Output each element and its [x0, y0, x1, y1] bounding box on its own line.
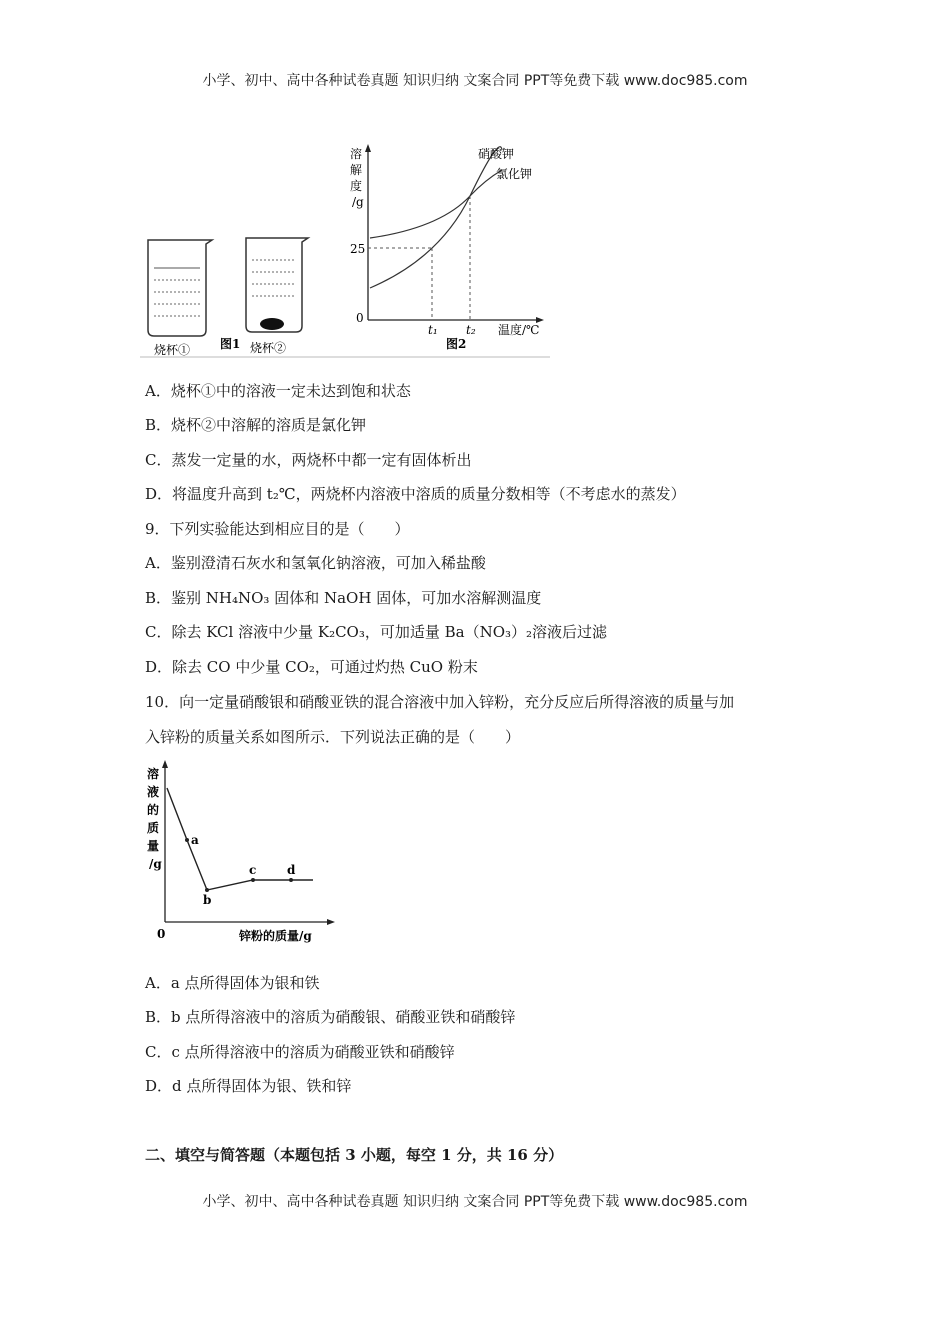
- q8-option-b: B．烧杯②中溶解的溶质是氯化钾: [145, 416, 367, 434]
- beaker-1-label: 烧杯①: [154, 343, 191, 357]
- zinc-ylabel-6: /g: [149, 857, 162, 871]
- graph2-ylabel-4: /g: [352, 195, 364, 209]
- q10-option-d: D．d 点所得固体为银、铁和锌: [145, 1077, 352, 1095]
- zinc-xlabel: 锌粉的质量/g: [239, 929, 312, 943]
- q10-option-b: B．b 点所得溶液中的溶质为硝酸银、硝酸亚铁和硝酸锌: [145, 1008, 516, 1026]
- q8-option-c: C．蒸发一定量的水，两烧杯中都一定有固体析出: [145, 451, 472, 469]
- graph2-ytick-25: 25: [350, 242, 366, 256]
- fig2-caption: 图2: [446, 337, 467, 351]
- q9-option-b: B．鉴别 NH₄NO₃ 固体和 NaOH 固体，可加水溶解测温度: [145, 589, 542, 607]
- beaker-2-label: 烧杯②: [250, 341, 287, 355]
- q9-option-d: D．除去 CO 中少量 CO₂，可通过灼热 CuO 粉末: [145, 658, 478, 676]
- q8-option-d: D．将温度升高到 t₂℃，两烧杯内溶液中溶质的质量分数相等（不考虑水的蒸发）: [145, 485, 686, 503]
- zinc-ylabel-5: 量: [147, 839, 160, 853]
- graph2-ylabel-2: 解: [350, 163, 363, 177]
- graph2-t1: t₁: [428, 323, 438, 337]
- zinc-point-c: c: [249, 863, 257, 877]
- solubility-graph: [350, 144, 544, 351]
- q10-option-c: C．c 点所得溶液中的溶质为硝酸亚铁和硝酸锌: [145, 1043, 455, 1061]
- q9-stem: 9．下列实验能达到相应目的是（ ）: [145, 520, 410, 538]
- zinc-ylabel-2: 液: [147, 785, 160, 799]
- curve-label-kno3: 硝酸钾: [478, 147, 515, 161]
- q9-option-a: A．鉴别澄清石灰水和氢氧化钠溶液，可加入稀盐酸: [145, 554, 486, 572]
- section-2-title: 二、填空与简答题（本题包括 3 小题，每空 1 分，共 16 分）: [145, 1146, 564, 1164]
- zinc-ylabel-3: 的: [147, 803, 160, 817]
- graph2-ylabel-1: 溶: [350, 147, 363, 161]
- q9-option-c: C．除去 KCl 溶液中少量 K₂CO₃，可加适量 Ba（NO₃）₂溶液后过滤: [145, 623, 608, 641]
- q10-stem-line2: 入锌粉的质量关系如图所示．下列说法正确的是（ ）: [145, 728, 521, 746]
- zinc-origin: 0: [157, 927, 166, 941]
- zinc-point-b: b: [203, 893, 212, 907]
- zinc-graph: [145, 758, 345, 948]
- curve-label-kcl: 氯化钾: [496, 167, 533, 181]
- solubility-figure: [140, 140, 550, 358]
- zinc-ylabel-4: 质: [147, 821, 160, 835]
- zinc-point-d: d: [287, 863, 296, 877]
- page-header: 小学、初中、高中各种试卷真题 知识归纳 文案合同 PPT等免费下载 www.doc985.com: [202, 73, 748, 89]
- graph2-xlabel: 温度/℃: [498, 323, 540, 337]
- beaker-2: [246, 238, 308, 332]
- graph2-ylabel-3: 度: [350, 179, 363, 193]
- zinc-point-a: a: [191, 833, 199, 847]
- zinc-ylabel-1: 溶: [147, 767, 160, 781]
- q8-option-a: A．烧杯①中的溶液一定未达到饱和状态: [145, 382, 411, 400]
- graph2-origin: 0: [356, 311, 364, 325]
- q10-stem-line1: 10．向一定量硝酸银和硝酸亚铁的混合溶液中加入锌粉，充分反应后所得溶液的质量与加: [145, 693, 735, 711]
- beaker-1: [148, 240, 212, 336]
- page-footer: 小学、初中、高中各种试卷真题 知识归纳 文案合同 PPT等免费下载 www.doc985.com: [202, 1194, 748, 1210]
- graph2-t2: t₂: [466, 323, 476, 337]
- q10-option-a: A．a 点所得固体为银和铁: [145, 974, 320, 992]
- fig1-caption-visible: 图1: [220, 337, 241, 351]
